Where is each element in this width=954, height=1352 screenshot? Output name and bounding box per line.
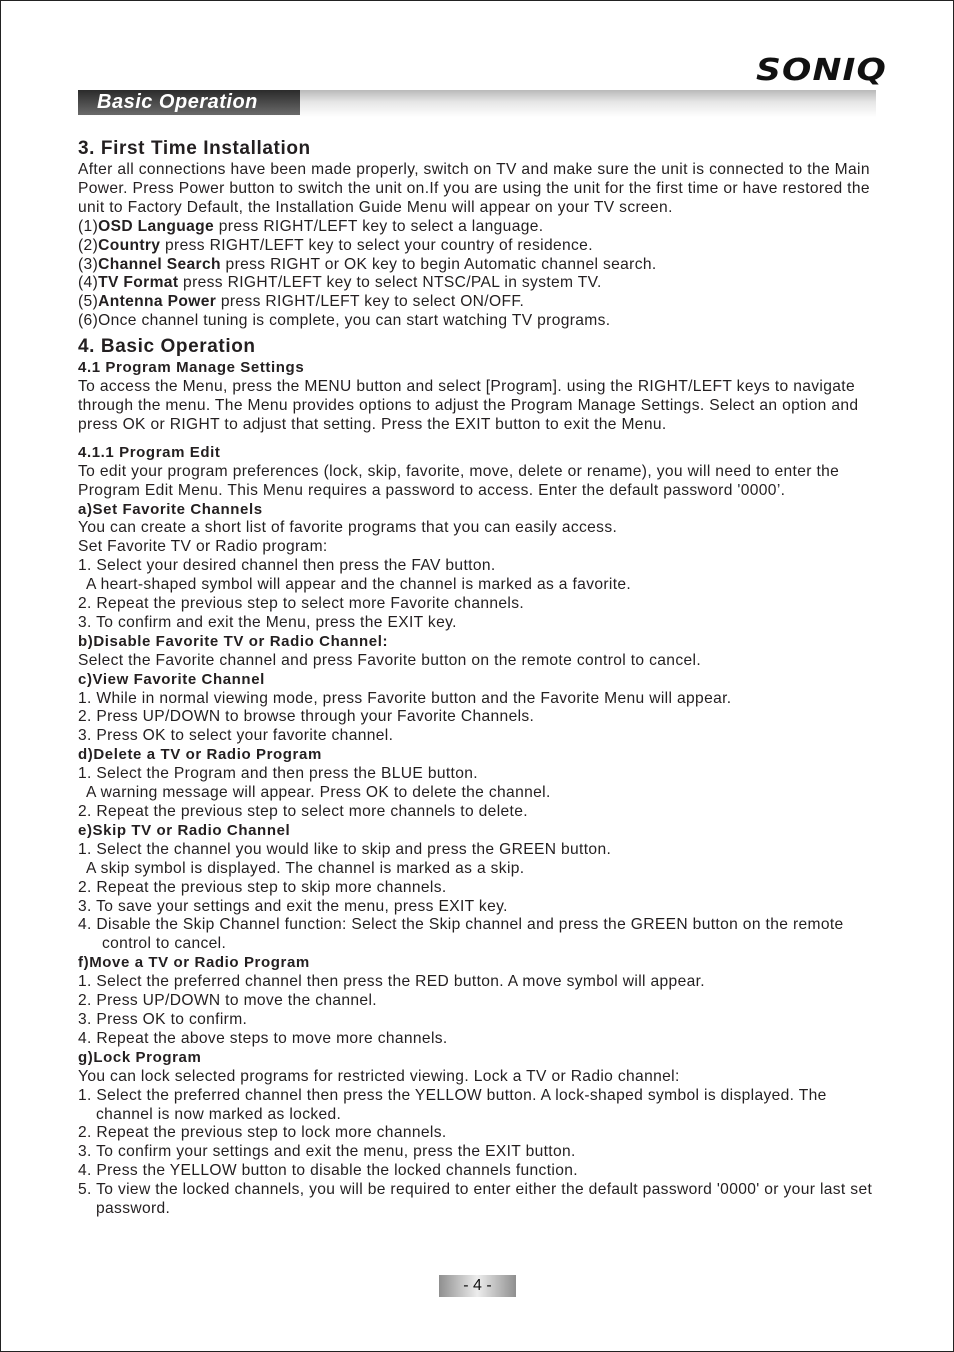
delete-program-line: 2. Repeat the previous step to select more channels to delete. xyxy=(78,803,528,820)
page-content xyxy=(78,137,878,1219)
favorite-line: You can create a short list of favorite programs that you can easily access. xyxy=(78,519,618,537)
lock-program-line: You can lock selected programs for restricted viewing. Lock a TV or Radio channel: xyxy=(78,1067,680,1085)
view-favorite-line: 3. Press OK to select your favorite channel. xyxy=(78,727,394,745)
favorite-line: 3. To confirm and exit the Menu, press the EXIT key. xyxy=(78,613,457,631)
install-step-2: (2)Country press RIGHT/LEFT key to select your country of residence. xyxy=(78,236,593,254)
delete-program-line: A warning message will appear. Press OK to delete the channel. xyxy=(86,784,551,802)
skip-channel-line: 1. Select the channel you would like to skip and press the GREEN button. xyxy=(78,840,612,858)
program-edit-text: To edit your program preferences (lock, skip, favorite, move, delete or rename), you will need to enter the Program Edit Menu. This Menu requires a password to access. Enter the default password '0000’. xyxy=(78,462,840,499)
lock-program-line: 1. Select the preferred channel then press the YELLOW button. A lock-shaped symbol is displayed. The channel is now marked as locked. xyxy=(78,1086,827,1123)
favorite-line: 1. Select your desired channel then press the FAV button. xyxy=(78,557,496,575)
program-edit-heading: 4.1.1 Program Edit xyxy=(78,443,221,461)
lock-program-line: 5. To view the locked channels, you will be required to enter either the default password '0000' or your last set password. xyxy=(78,1181,873,1218)
skip-channel-line: 3. To save your settings and exit the menu, press EXIT key. xyxy=(78,897,508,915)
section-4-heading: 4. Basic Operation xyxy=(78,336,256,358)
move-program-line: 3. Press OK to confirm. xyxy=(78,1010,248,1028)
move-program-line: 4. Repeat the above steps to move more channels. xyxy=(78,1029,448,1047)
install-step-4: (4)TV Format press RIGHT/LEFT key to select NTSC/PAL in system TV. xyxy=(78,274,602,292)
brand-logo: SONIQ xyxy=(756,53,887,88)
lock-program-line: 4. Press the YELLOW button to disable the locked channels function. xyxy=(78,1162,578,1180)
disable-favorite-line: Select the Favorite channel and press Favorite button on the remote control to cancel. xyxy=(78,651,701,669)
lock-program-line: 3. To confirm your settings and exit the menu, press the EXIT button. xyxy=(78,1143,576,1161)
view-favorite-line: 1. While in normal viewing mode, press Favorite button and the Favorite Menu will appear. xyxy=(78,689,732,707)
lock-program-heading: g)Lock Program xyxy=(78,1048,202,1066)
favorite-line: 2. Repeat the previous step to select more Favorite channels. xyxy=(78,595,525,613)
move-program-heading: f)Move a TV or Radio Program xyxy=(78,954,310,972)
delete-program-heading: d)Delete a TV or Radio Program xyxy=(78,746,322,764)
disable-favorite-heading: b)Disable Favorite TV or Radio Channel: xyxy=(78,632,389,650)
favorite-line: Set Favorite TV or Radio program: xyxy=(78,538,328,556)
page-number: - 4 - xyxy=(439,1275,516,1297)
section-header-bar xyxy=(78,90,876,117)
skip-channel-heading: e)Skip TV or Radio Channel xyxy=(78,821,291,839)
install-step-1: (1)OSD Language press RIGHT/LEFT key to select a language. xyxy=(78,217,544,235)
favorite-line: A heart-shaped symbol will appear and the channel is marked as a favorite. xyxy=(86,576,632,594)
skip-channel-line: 4. Disable the Skip Channel function: Select the Skip channel and press the GREEN button on the remote control to cancel. xyxy=(78,916,844,953)
move-program-line: 1. Select the preferred channel then press the RED button. A move symbol will appear. xyxy=(78,973,705,991)
program-manage-text: To access the Menu, press the MENU button and select [Program]. using the RIGHT/LEFT keys to navigate through the menu. The Menu provides options to adjust the Program Manage Settings. Select an option and press OK or RIGHT to adjust that setting. Press the EXIT button to exit the Menu. xyxy=(78,378,859,433)
install-step-6: (6)Once channel tuning is complete, you can start watching TV programs. xyxy=(78,312,611,330)
view-favorite-line: 2. Press UP/DOWN to browse through your Favorite Channels. xyxy=(78,708,535,726)
skip-channel-line: 2. Repeat the previous step to skip more channels. xyxy=(78,878,447,896)
lock-program-line: 2. Repeat the previous step to lock more channels. xyxy=(78,1124,447,1142)
section-3-intro: After all connections have been made properly, switch on TV and make sure the unit is connected to the Main Power. Press Power button to switch the unit on.If you are using the unit for the first time or have restored the unit to Factory Default, the Installation Guide Menu will appear on your TV screen. xyxy=(78,161,870,216)
move-program-line: 2. Press UP/DOWN to move the channel. xyxy=(78,992,377,1010)
install-step-5: (5)Antenna Power press RIGHT/LEFT key to select ON/OFF. xyxy=(78,293,525,311)
section-3-heading: 3. First Time Installation xyxy=(78,138,311,159)
view-favorite-heading: c)View Favorite Channel xyxy=(78,670,265,688)
install-step-3: (3)Channel Search press RIGHT or OK key to begin Automatic channel search. xyxy=(78,255,657,273)
delete-program-line: 1. Select the Program and then press the BLUE button. xyxy=(78,765,478,783)
skip-channel-line: A skip symbol is displayed. The channel is marked as a skip. xyxy=(86,859,525,877)
program-manage-heading: 4.1 Program Manage Settings xyxy=(78,359,305,377)
favorite-heading: a)Set Favorite Channels xyxy=(78,500,263,518)
section-header-title: Basic Operation xyxy=(78,90,300,115)
